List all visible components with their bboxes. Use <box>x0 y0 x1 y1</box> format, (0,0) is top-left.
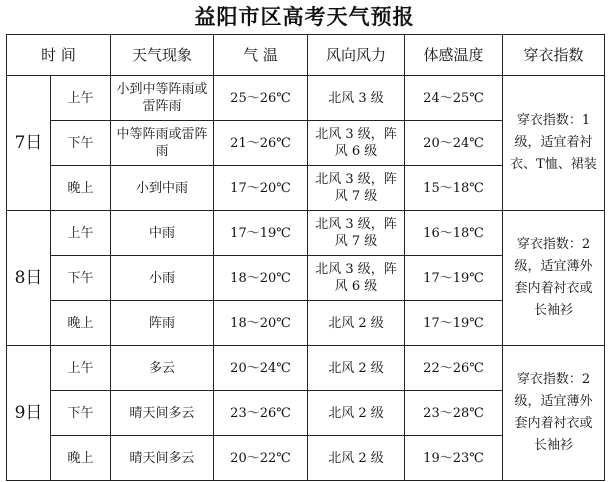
dress-index-cell: 穿衣指数：2级，适宜薄外套内着衬衣或长袖衫 <box>503 346 605 481</box>
period-cell: 上午 <box>51 76 111 121</box>
feel-cell: 15～18℃ <box>405 166 503 211</box>
temp-cell: 21～26℃ <box>214 121 308 166</box>
wind-cell: 北风 3 级 <box>308 76 405 121</box>
wind-cell: 北风 2 级 <box>308 346 405 391</box>
header-weather: 天气现象 <box>111 35 214 76</box>
period-cell: 上午 <box>51 211 111 256</box>
weather-cell: 小到中雨 <box>111 166 214 211</box>
weather-cell: 阵雨 <box>111 301 214 346</box>
feel-cell: 20～24℃ <box>405 121 503 166</box>
day-label: 9日 <box>7 346 51 481</box>
period-cell: 下午 <box>51 391 111 436</box>
weather-cell: 多云 <box>111 346 214 391</box>
wind-cell: 北风 3 级，阵风 6 级 <box>308 256 405 301</box>
table-row <box>7 346 605 391</box>
wind-cell: 北风 2 级 <box>308 301 405 346</box>
weather-cell: 中等阵雨或雷阵雨 <box>111 121 214 166</box>
day-label: 7日 <box>7 76 51 211</box>
dress-index-cell: 穿衣指数：2级，适宜薄外套内着衬衣或长袖衫 <box>503 211 605 346</box>
forecast-table <box>6 34 605 481</box>
period-cell: 晚上 <box>51 166 111 211</box>
period-cell: 下午 <box>51 121 111 166</box>
wind-cell: 北风 3 级，阵风 6 级 <box>308 121 405 166</box>
feel-cell: 23～28℃ <box>405 391 503 436</box>
day-label: 8日 <box>7 211 51 346</box>
page-title: 益阳市区高考天气预报 <box>194 5 415 29</box>
wind-cell: 北风 3 级，阵风 7 级 <box>308 166 405 211</box>
feel-cell: 16～18℃ <box>405 211 503 256</box>
weather-cell: 中雨 <box>111 211 214 256</box>
dress-index-cell: 穿衣指数：1级，适宜着衬衣、T恤、裙装 <box>503 76 605 211</box>
wind-cell: 北风 3 级，阵风 7 级 <box>308 211 405 256</box>
table-row <box>7 211 605 256</box>
weather-cell: 小雨 <box>111 256 214 301</box>
period-cell: 下午 <box>51 256 111 301</box>
header-feel: 体感温度 <box>405 35 503 76</box>
temp-cell: 23～26℃ <box>214 391 308 436</box>
header-temp: 气 温 <box>214 35 308 76</box>
temp-cell: 18～20℃ <box>214 256 308 301</box>
header-wind: 风向风力 <box>308 35 405 76</box>
period-cell: 晚上 <box>51 301 111 346</box>
temp-cell: 25～26℃ <box>214 76 308 121</box>
weather-cell: 晴天间多云 <box>111 391 214 436</box>
period-cell: 上午 <box>51 346 111 391</box>
wind-cell: 北风 2 级 <box>308 391 405 436</box>
header-dress: 穿衣指数 <box>503 35 605 76</box>
feel-cell: 17～19℃ <box>405 301 503 346</box>
header-time: 时 间 <box>7 35 111 76</box>
weather-cell: 小到中等阵雨或雷阵雨 <box>111 76 214 121</box>
temp-cell: 17～20℃ <box>214 166 308 211</box>
temp-cell: 18～20℃ <box>214 301 308 346</box>
period-cell: 晚上 <box>51 436 111 481</box>
table-row <box>7 76 605 121</box>
header-row <box>7 35 605 76</box>
feel-cell: 17～19℃ <box>405 256 503 301</box>
temp-cell: 20～24℃ <box>214 346 308 391</box>
feel-cell: 19～23℃ <box>405 436 503 481</box>
feel-cell: 24～25℃ <box>405 76 503 121</box>
wind-cell: 北风 2 级 <box>308 436 405 481</box>
feel-cell: 22～26℃ <box>405 346 503 391</box>
weather-cell: 晴天间多云 <box>111 436 214 481</box>
temp-cell: 20～22℃ <box>214 436 308 481</box>
temp-cell: 17～19℃ <box>214 211 308 256</box>
